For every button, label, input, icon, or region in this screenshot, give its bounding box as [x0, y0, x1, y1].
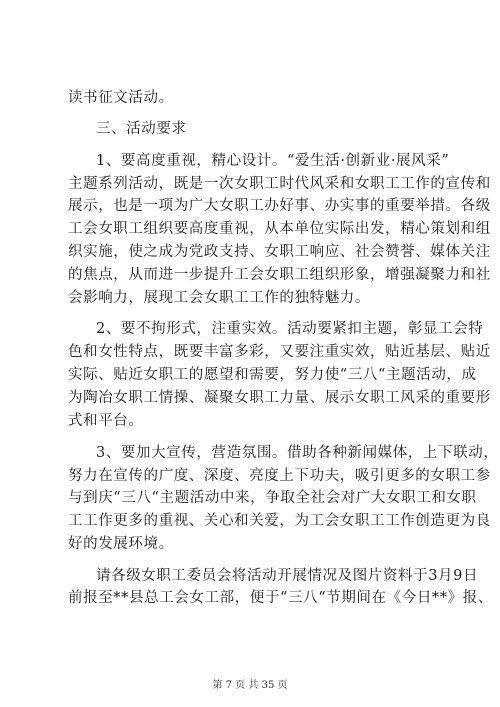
text-line: 请各级女职工委员会将活动开展情况及图片资料于3月9日	[96, 568, 479, 584]
text-line: 工工作更多的重视、关心和关爱，为工会女职工工作创造更为良	[68, 513, 491, 529]
text-line: 与到庆“三八“主题活动中来，争取全社会对广大女职工和女职	[68, 490, 477, 506]
text-line: 读书征文活动。	[68, 90, 174, 106]
text-line: 会影响力，展现工会女职工工作的独特魅力。	[68, 290, 370, 306]
text-line: 的焦点，从而进一步提升工会女职工组织形象，增强凝聚力和社	[68, 267, 491, 283]
text-line: 2、要不拘形式，注重实效。活动要紧扣主题，彰显工会特	[96, 321, 484, 337]
page-number: 第 7 页 共 35 页	[212, 680, 288, 691]
section-heading: 三、活动要求	[96, 121, 187, 137]
text-line: 展示，也是一项为广大女职工办好事、办实事的重要举措。各级	[68, 198, 491, 214]
text-line: 前报至**县总工会女工部，便于“三八“节期间在《今日**》报、	[68, 590, 493, 606]
text-line: 好的发展环境。	[68, 536, 174, 552]
text-line: 实际、贴近女职工的愿望和需要，努力使“三八“主题活动，成	[68, 367, 477, 383]
text-line: 主题系列活动，既是一次女职工时代风采和女职工工作的宣传和	[68, 176, 491, 192]
text-line: 织实施，使之成为党政支持、女职工响应、社会赞誉、媒体关注	[68, 244, 491, 260]
text-line: 工会女职工组织要高度重视，从本单位实际出发，精心策划和组	[68, 221, 491, 237]
text-line: 式和平台。	[68, 413, 144, 429]
text-line: 努力在宣传的广度、深度、亮度上下功夫，吸引更多的女职工参	[68, 468, 491, 484]
text-line: 为陶冶女职工情操、凝聚女职工力量、展示女职工风采的重要形	[68, 390, 491, 406]
text-line: 1、要高度重视，精心设计。“爱生活·创新业·展风采”	[96, 153, 450, 169]
text-line: 色和女性特点，既要丰富多彩，又要注重实效，贴近基层、贴近	[68, 344, 491, 360]
text-line: 3、要加大宣传，营造氛围。借助各种新闻媒体，上下联动，	[96, 445, 499, 461]
